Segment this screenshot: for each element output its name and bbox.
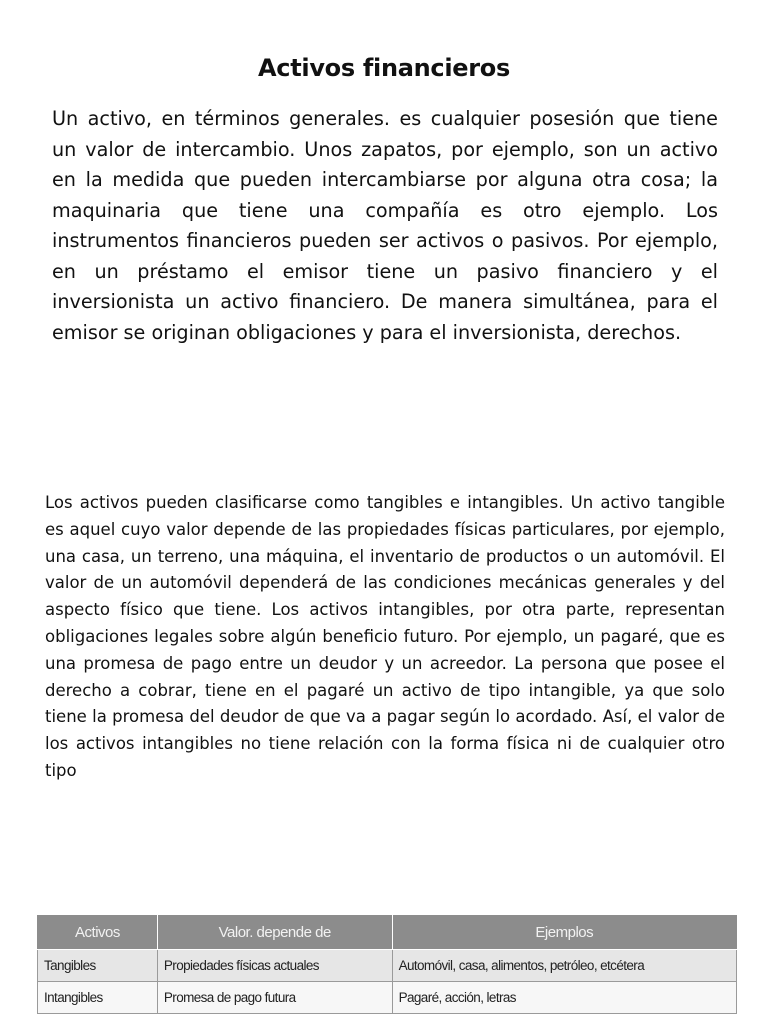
table-cell: Tangibles: [38, 950, 158, 982]
table-cell: Pagaré, acción, letras: [392, 982, 736, 1014]
table-cell: Intangibles: [38, 982, 158, 1014]
header-valor-depende-de: Valor. depende de: [157, 916, 392, 950]
table-cell: Promesa de pago futura: [157, 982, 392, 1014]
table-header-row: [38, 916, 737, 950]
table-row: [38, 982, 737, 1014]
intro-paragraph: Un activo, en términos generales. es cualquier posesión que tiene un valor de intercambio. Unos zapatos, por ejemplo, son un activo en la medida que pueden intercambiarse por alguna otra cosa; la maquinaria que tiene una compañía es otro ejemplo. Los instrumentos financieros pueden ser activos o pasivos. Por ejemplo, en un préstamo el emisor tiene un pasivo financiero y el inversionista un activo financiero. De manera simultánea, para el emisor se originan obligaciones y para el inversionista, derechos.: [52, 107, 718, 344]
header-ejemplos: Ejemplos: [392, 916, 736, 950]
assets-table: [37, 915, 737, 1014]
assets-table-container: [37, 915, 737, 1014]
table-row: [38, 950, 737, 982]
table-cell: Automóvil, casa, alimentos, petróleo, etcétera: [392, 950, 736, 982]
header-activos: Activos: [38, 916, 158, 950]
table-cell: Propiedades físicas actuales: [157, 950, 392, 982]
page-title: Activos financieros: [258, 54, 510, 83]
classification-paragraph: Los activos pueden clasificarse como tangibles e intangibles. Un activo tangible es aquel cuyo valor depende de las propiedades físicas particulares, por ejemplo, una casa, un terreno, una máquina, el inventario de productos o un automóvil. El valor de un automóvil dependerá de las condiciones mecánicas generales y del aspecto físico que tiene. Los activos intangibles, por otra parte, representan obligaciones legales sobre algún beneficio futuro. Por ejemplo, un pagaré, que es una promesa de pago entre un deudor y un acreedor. La persona que posee el derecho a cobrar, tiene en el pagaré un activo de tipo intangible, ya que solo tiene la promesa del deudor de que va a pagar según lo acordado. Así, el valor de los activos intangibles no tiene relación con la forma física ni de cualquier otro tipo: [45, 493, 725, 780]
